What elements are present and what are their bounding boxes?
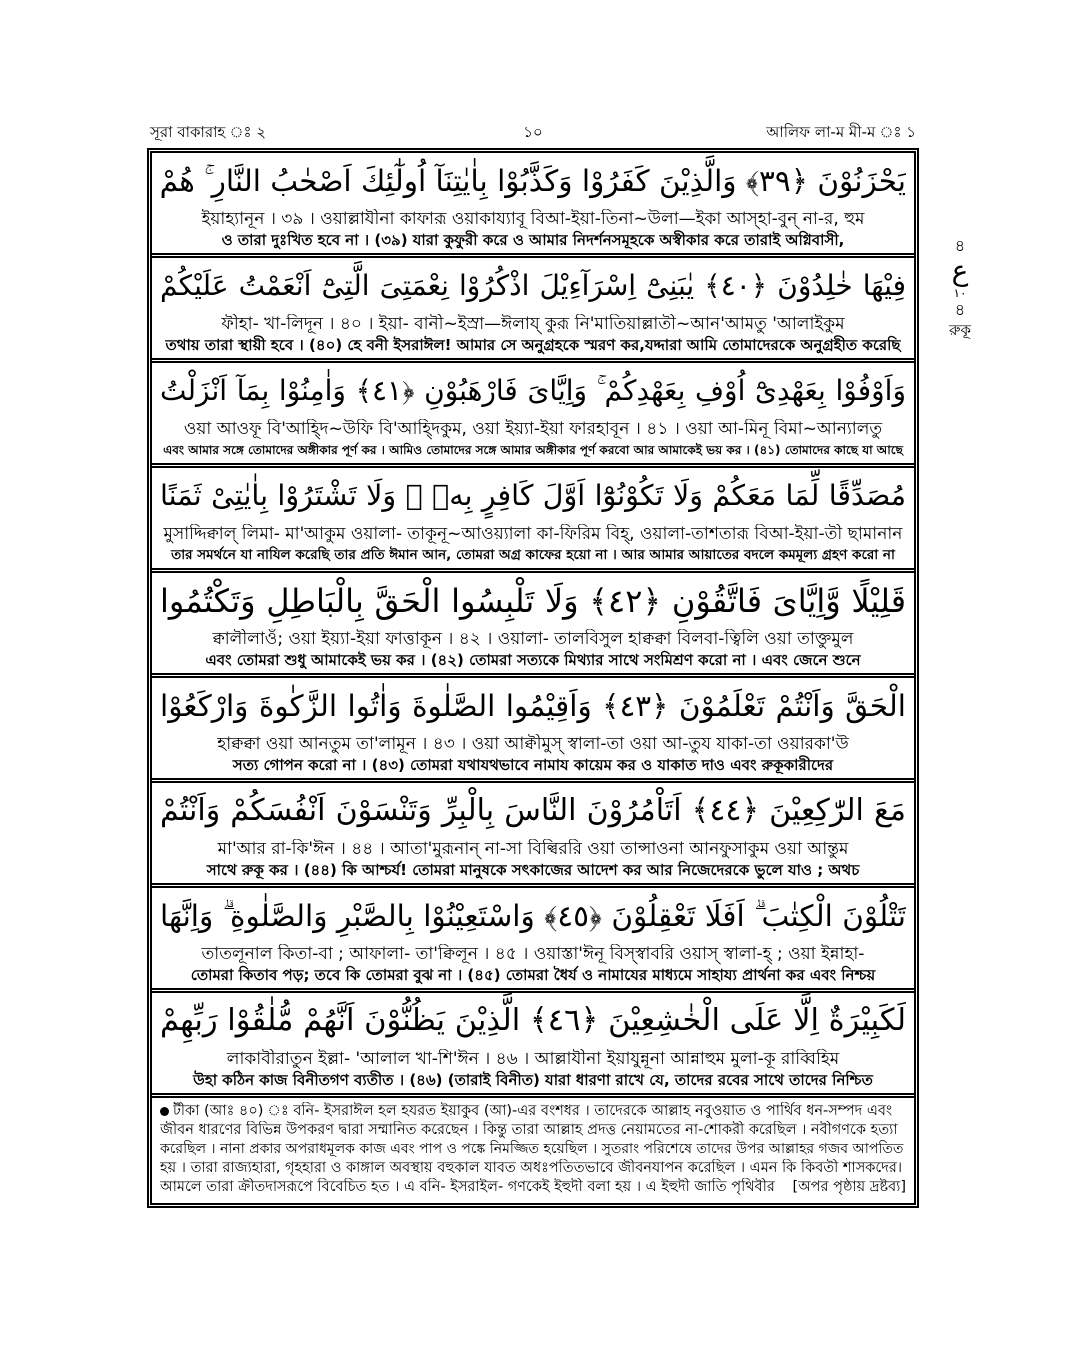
ruku-ain-icon: ع [951, 254, 969, 287]
page-number: ১০ [523, 123, 543, 141]
ruku-marker [938, 236, 982, 340]
footnote-line [160, 1178, 906, 1197]
translation: এবং তোমরা শুধু আমাকেই ভয় কর । (৪২) তোমরা সত্যকে মিথ্যার সাথে সংমিশ্রণ করো না । এবং জেনে শুনে [205, 651, 861, 669]
verse-row [152, 888, 914, 993]
transliteration: মুসাদ্দিক্বাল্ লিমা- মা'আকুম ওয়ালা- তাকূনূ~আওয়্যালা কা-ফিরিম বিহ্, ওয়ালা-তাশতারূ বিআ-ইয়া-তী ছামানান [163, 524, 903, 544]
translation: সত্য গোপন করো না । (৪৩) তোমরা যথাযথভাবে নামায কায়েম কর ও যাকাত দাও এবং রুকূকারীদের [232, 756, 834, 774]
footnote-text: করেছিল । নানা প্রকার অপরাধমূলক কাজ এবং পাপ ও পঙ্কে নিমজ্জিত হয়েছিল । সুতরাং পরিশেষে তাদের উপর আল্লাহর গজব আপতিত [160, 1141, 904, 1157]
ruku-ayah-count: ١٠ [953, 286, 967, 300]
translation: সাথে রুকূ কর । (৪৪) কি আশ্চর্য! তোমরা মানুষকে সৎকাজের আদেশ কর আর নিজেদেরকে ভুলে যাও ; অথচ [206, 861, 860, 879]
footnote-text: হয় । তারা রাজ্যহারা, গৃহহারা ও কাঙ্গাল অবস্থায় বহুকাল যাবত অধঃপতিতভাবে জীবনযাপন করেছিল । এমন কি কিবতী শাসকদের। [160, 1160, 903, 1176]
ruku-label: রুকূ [948, 321, 971, 339]
translation: তথায় তারা স্থায়ী হবে । (৪০) হে বনী ইসরাঈল! আমার সে অনুগ্রহকে স্মরণ কর,যদ্দারা আমি তোমাদেরকে অনুগ্রহীত করেছি [165, 336, 901, 354]
arabic-text: يَحْزَنُوْنَ ﴿٣٩﴾ وَالَّذِيْنَ كَفَرُوْا وَكَذَّبُوْا بِاٰيٰتِنَآ اُولٰٓئِكَ اَصْحٰبُ النَّارِ ۚ هُمْ [160, 164, 906, 198]
translation: ও তারা দুঃখিত হবে না । (৩৯) যারা কুফুরী করে ও আমার নিদর্শনসমূহকে অস্বীকার করে তারাই অগ্নিবাসী, [221, 231, 845, 249]
verse-frame [147, 148, 919, 1208]
surah-name: সূরা বাকারাহ ঃ ২ [150, 123, 267, 141]
verse-row [152, 153, 914, 258]
para-name: আলিফ লা-ম মী-ম ঃ ১ [766, 123, 916, 141]
bullet-icon [160, 1107, 169, 1116]
transliteration: হাক্বক্বা ওয়া আনতুম তা'লামূন । ৪৩ । ওয়া আক্বীমুস্ স্বালা-তা ওয়া আ-তুয যাকা-তা ওয়ারকা'উ [217, 734, 849, 754]
verse-row [152, 573, 914, 678]
footnote-text: জীবন ধারণের বিভিন্ন উপকরণ দ্বারা সম্মানিত করেছেন । কিন্তু তারা আল্লাহ প্রদত্ত নেয়ামতের না-শোকরী করেছিল । নবীগণকে হত্যা [160, 1122, 898, 1138]
transliteration: তাতলূনাল কিতা-বা ; আফালা- তা'ক্বিলূন । ৪৫ । ওয়াস্তা'ঈনূ বিস্স্বাবরি ওয়াস্ স্বালা-হ্ ; ওয়া ইন্নাহা- [201, 944, 865, 964]
arabic-text: مُصَدِّقًا لِّمَا مَعَكُمْ وَلَا تَكُوْنُوْٓا اَوَّلَ كَافِرٍ بِهٖ ۖ وَلَا تَشْتَرُوْا بِاٰيٰتِىْ ثَمَنًا [160, 479, 906, 512]
translation: এবং আমার সঙ্গে তোমাদের অঙ্গীকার পূর্ণ কর । আমিও তোমাদের সঙ্গে আমার অঙ্গীকার পূর্ণ করবো আর আমাকেই ভয় কর । (৪১) তোমাদের কাছে যা আছে [163, 443, 903, 457]
footnote-line [160, 1159, 906, 1178]
verse-row [152, 678, 914, 783]
arabic-text: فِيْهَا خٰلِدُوْنَ ﴿٤٠﴾ يٰبَنِىْٓ اِسْرَآءِيْلَ اذْكُرُوْا نِعْمَتِىَ الَّتِىْٓ اَنْعَمْتُ عَلَيْكُمْ [160, 269, 906, 302]
transliteration: ফীহা- খা-লিদূন । ৪০ । ইয়া- বানী~ইস্রা—ঈলায্ কুরূ নি'মাতিয়াল্লাতী~আন'আমতু 'আলাইকুম [221, 314, 845, 334]
footnote-text: টীকা (আঃ ৪০) ঃ বনি- ইসরাঈল হল হযরত ইয়াকুব (আ)-এর বংশধর । তাদেরকে আল্লাহ নবুওয়াত ও পার্থিব ধন-সম্পদ এবং [173, 1103, 893, 1119]
verse-row [152, 783, 914, 888]
verse-row [152, 363, 914, 468]
arabic-text: تَتْلُوْنَ الْكِتٰبَ ۗ اَفَلَا تَعْقِلُوْنَ ﴿٤٥﴾ وَاسْتَعِيْنُوْا بِالصَّبْرِ وَالصَّلٰوةِ ۗ وَاِنَّهَا [160, 899, 906, 933]
transliteration: ওয়া আওফূ বি'আহ্দি~উফি বি'আহ্দিকুম, ওয়া ইয়্যা-ইয়া ফারহাবূন । ৪১ । ওয়া আ-মিনূ বিমা~আন্যালতু [183, 419, 883, 439]
arabic-text: قَلِيْلًا وَّاِيَّاىَ فَاتَّقُوْنِ ﴿٤٢﴾ وَلَا تَلْبِسُوا الْحَقَّ بِالْبَاطِلِ وَتَكْتُمُوا [160, 582, 906, 620]
footnote-line [160, 1140, 906, 1159]
arabic-text: الْحَقَّ وَاَنْتُمْ تَعْلَمُوْنَ ﴿٤٣﴾ وَاَقِيْمُوا الصَّلٰوةَ وَاٰتُوا الزَّكٰوةَ وَارْكَعُوْا [160, 689, 906, 723]
footnote [152, 1098, 914, 1203]
transliteration: ক্বালীলাওঁ; ওয়া ইয়্যা-ইয়া ফাত্তাকূন । ৪২ । ওয়ালা- তালবিসুল হাক্বক্বা বিলবা-ত্বিলি ওয়া তাক্তুমুল [212, 629, 854, 649]
continued-note: [অপর পৃষ্ঠায় দ্রষ্টব্য] [792, 1179, 906, 1195]
translation: তার সমর্থনে যা নাযিল করেছি তার প্রতি ঈমান আন, তোমরা অগ্র কাফের হয়ো না । আর আমার আয়াতের বদলে কমমূল্য গ্রহণ করো না [171, 547, 895, 563]
arabic-text: لَكَبِيْرَةٌ اِلَّا عَلَى الْخٰشِعِيْنَ ﴿٤٦﴾ الَّذِيْنَ يَظُنُّوْنَ اَنَّهُمْ مُّلٰقُوْا رَبِّهِمْ [160, 1003, 906, 1038]
arabic-text: وَاَوْفُوْا بِعَهْدِىْٓ اُوْفِ بِعَهْدِكُمْ ۚ وَاِيَّاىَ فَارْهَبُوْنِ ﴿٤١﴾ وَاٰمِنُوْا بِمَآ اَنْزَلْتُ [160, 374, 906, 407]
arabic-text: مَعَ الرّٰكِعِيْنَ ﴿٤٤﴾ اَتَاْمُرُوْنَ النَّاسَ بِالْبِرِّ وَتَنْسَوْنَ اَنْفُسَكُمْ وَاَنْتُمْ [160, 793, 906, 828]
ruku-top-number: ৪ [954, 236, 966, 255]
footnote-line [160, 1121, 906, 1140]
transliteration: মা'আর রা-কি'ঈন । ৪৪ । আতা'মুরূনান্ না-সা বিল্বিররি ওয়া তান্সাওনা আনফুসাকুম ওয়া আন্তুম [217, 839, 849, 859]
verse-row [152, 258, 914, 363]
verse-row [152, 993, 914, 1098]
translation: উহা কঠিন কাজ বিনীতগণ ব্যতীত । (৪৬) (তারাই বিনীত) যারা ধারণা রাখে যে, তাদের রবের সাথে তাদের নিশ্চিত [193, 1071, 873, 1089]
verse-row [152, 468, 914, 573]
footnote-line [160, 1102, 906, 1121]
translation: তোমরা কিতাব পড়; তবে কি তোমরা বুঝ না । (৪৫) তোমরা ধৈর্য ও নামাযের মাধ্যমে সাহায্য প্রার্থনা কর এবং নিশ্চয় [190, 966, 876, 984]
page-header [150, 121, 916, 145]
ruku-bottom-number: ৪ [954, 300, 966, 319]
footnote-text: আমলে তারা ক্রীতদাসরূপে বিবেচিত হত । এ বনি- ইসরাইল- গণকেই ইহুদী বলা হয় । এ ইহুদী জাতি পৃথিবীর [160, 1179, 775, 1195]
transliteration: লাকাবীরাতুন ইল্লা- 'আলাল খা-শি'ঈন । ৪৬ । আল্লাযীনা ইয়াযুন্নূনা আন্নাহুম মুলা-কূ রাব্বিহিম [226, 1049, 840, 1069]
transliteration: ইয়াহ্যানূন । ৩৯ । ওয়াল্লাযীনা কাফারূ ওয়াকায্যাবূ বিআ-ইয়া-তিনা~উলা—ইকা আস্হা-বুন্ না-র, হুম [201, 209, 865, 229]
